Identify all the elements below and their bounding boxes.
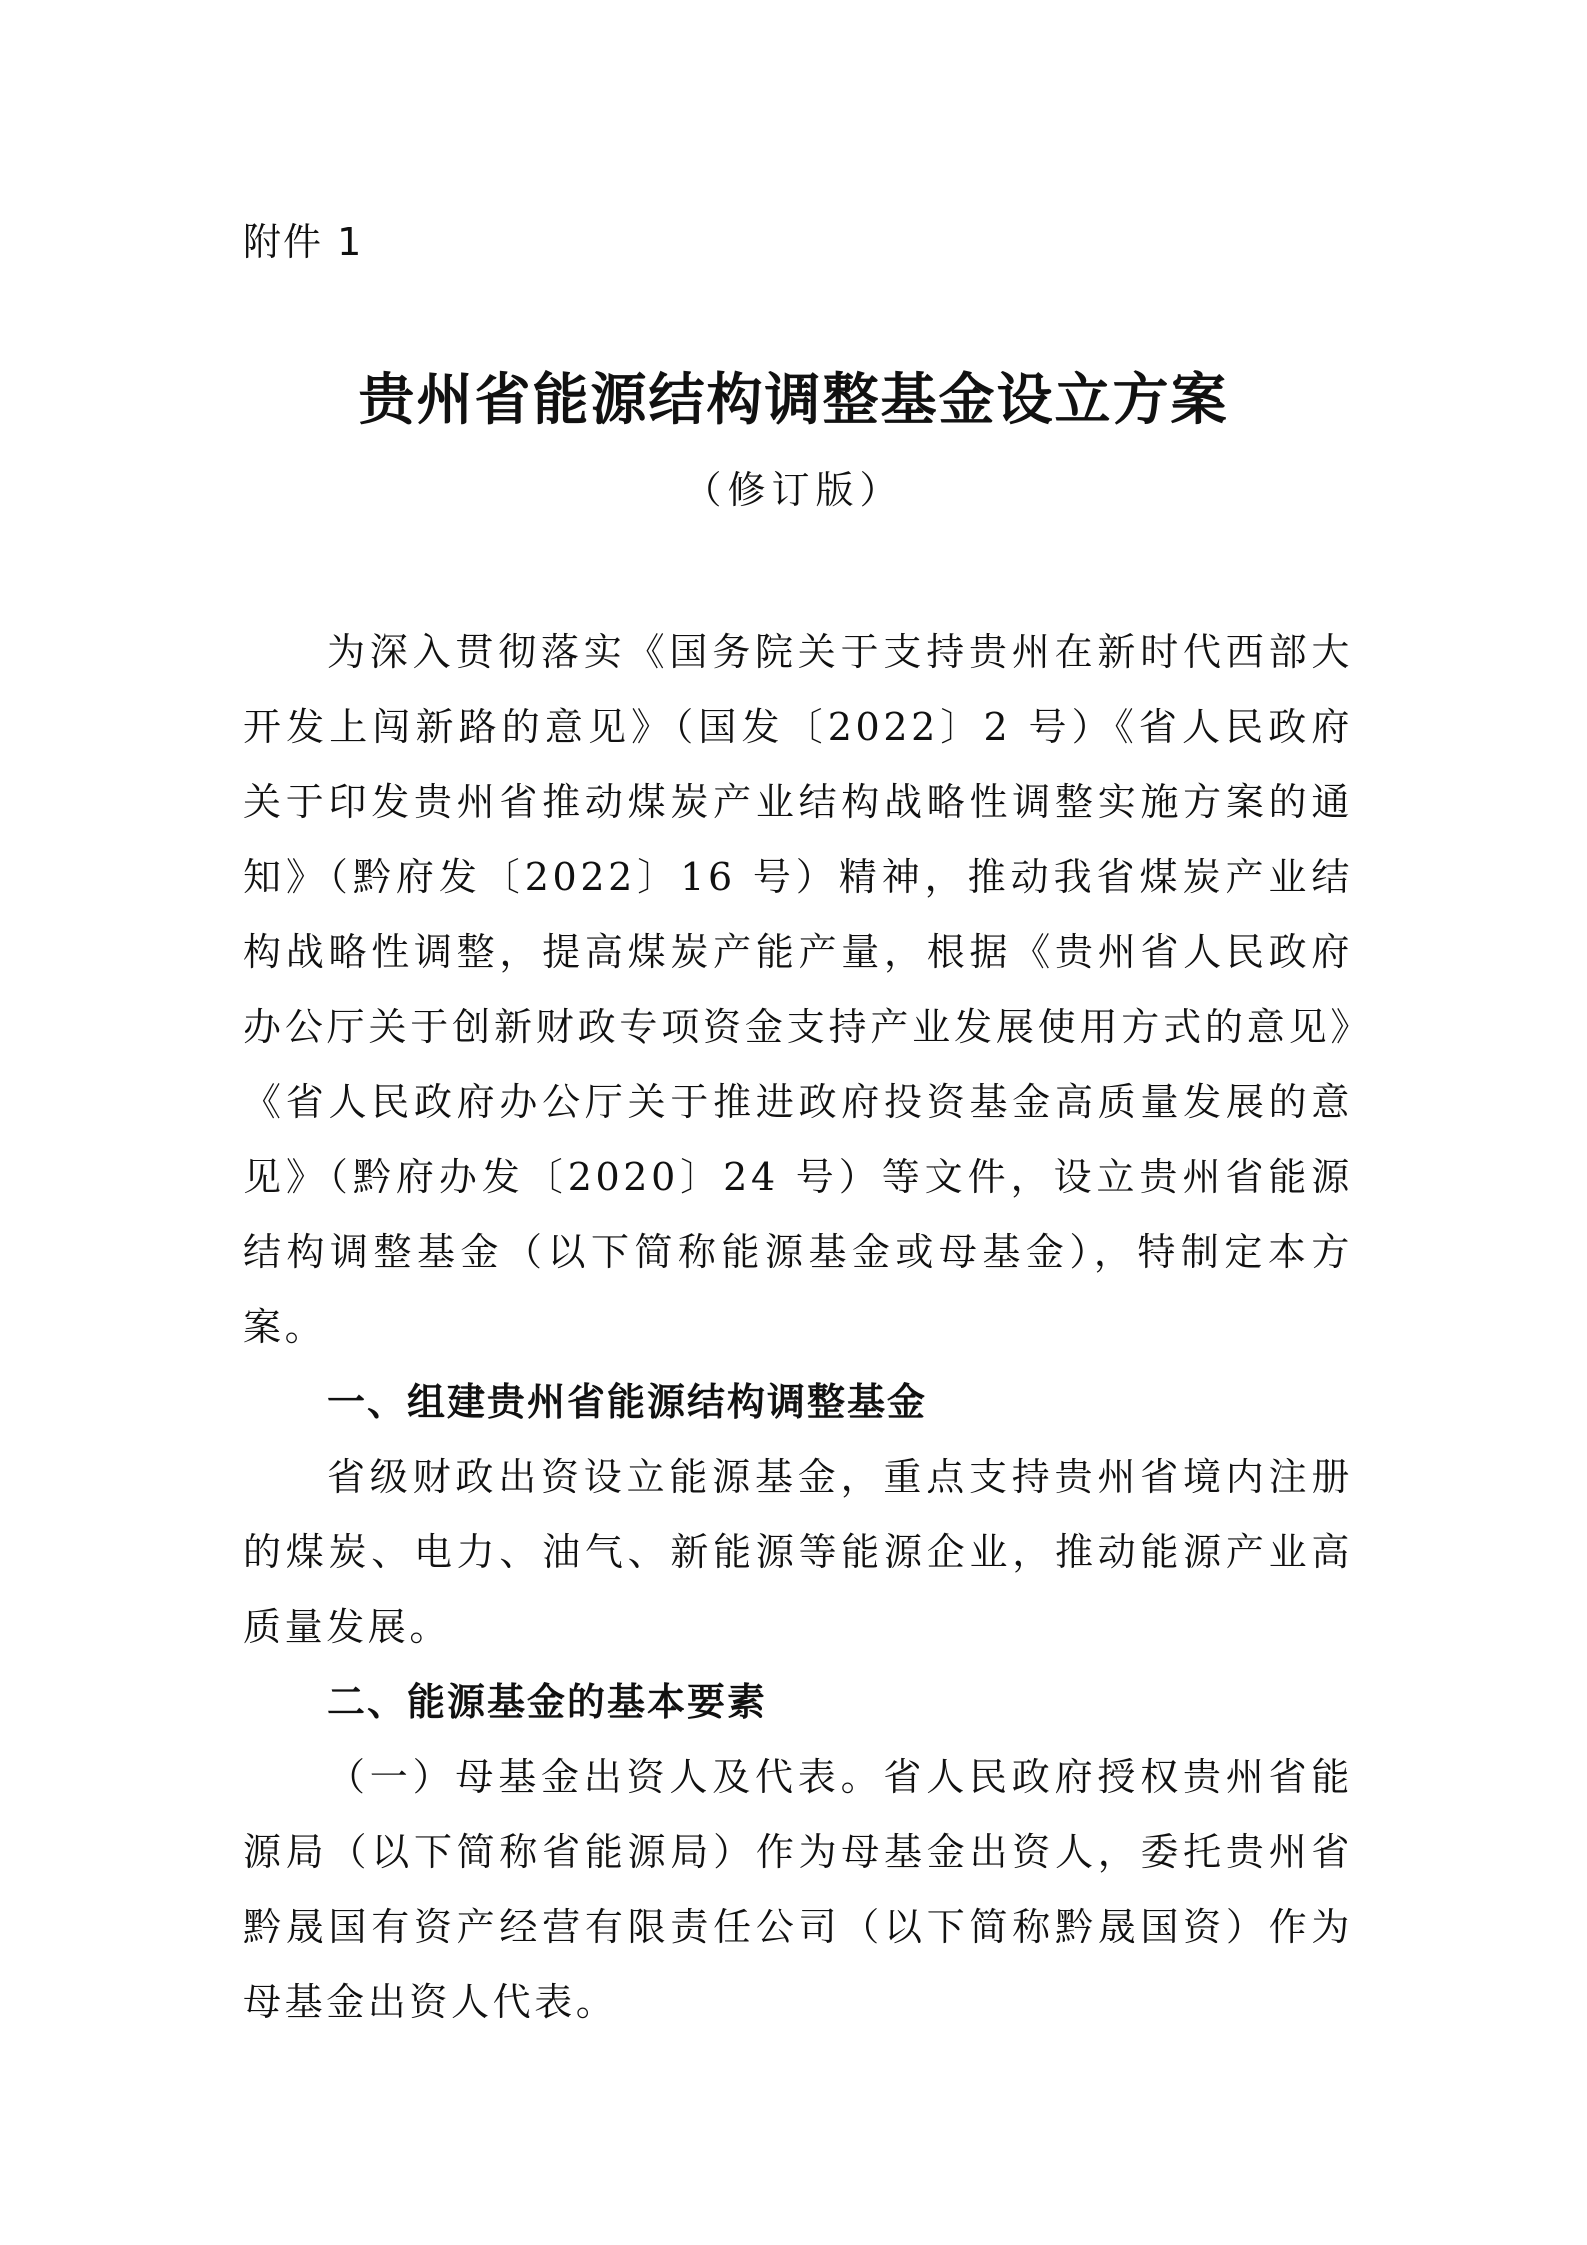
section-2-heading: 二、能源基金的基本要素	[327, 1680, 768, 1724]
document-title: 贵州省能源结构调整基金设立方案	[358, 367, 1229, 433]
document-body	[243, 615, 1353, 2040]
section-1-heading: 一、组建贵州省能源结构调整基金	[327, 1380, 928, 1424]
attachment-label: 附件 1	[243, 220, 364, 264]
section-2-item-1-paragraph: （一）母基金出资人及代表。省人民政府授权贵州省能源局（以下简称省能源局）作为母基金出资人，委托贵州省黔晟国有资产经营有限责任公司（以下简称黔晟国资）作为母基金出资人代表。	[243, 1755, 1353, 2024]
section-1-paragraph: 省级财政出资设立能源基金，重点支持贵州省境内注册的煤炭、电力、油气、新能源等能源企业，推动能源产业高质量发展。	[243, 1455, 1353, 1649]
document-subtitle: （修订版）	[683, 468, 904, 512]
intro-paragraph: 为深入贯彻落实《国务院关于支持贵州在新时代西部大开发上闯新路的意见》（国发〔2022〕2 号）《省人民政府关于印发贵州省推动煤炭产业结构战略性调整实施方案的通知》（黔府发〔2022〕16 号）精神，推动我省煤炭产业结构战略性调整，提高煤炭产能产量，根据《贵州省人民政府办公厅关于创新财政专项资金支持产业发展使用方式的意见》《省人民政府办公厅关于推进政府投资基金高质量发展的意见》（黔府办发〔2020〕24 号）等文件，设立贵州省能源结构调整基金（以下简称能源基金或母基金），特制定本方案。	[243, 630, 1353, 1349]
